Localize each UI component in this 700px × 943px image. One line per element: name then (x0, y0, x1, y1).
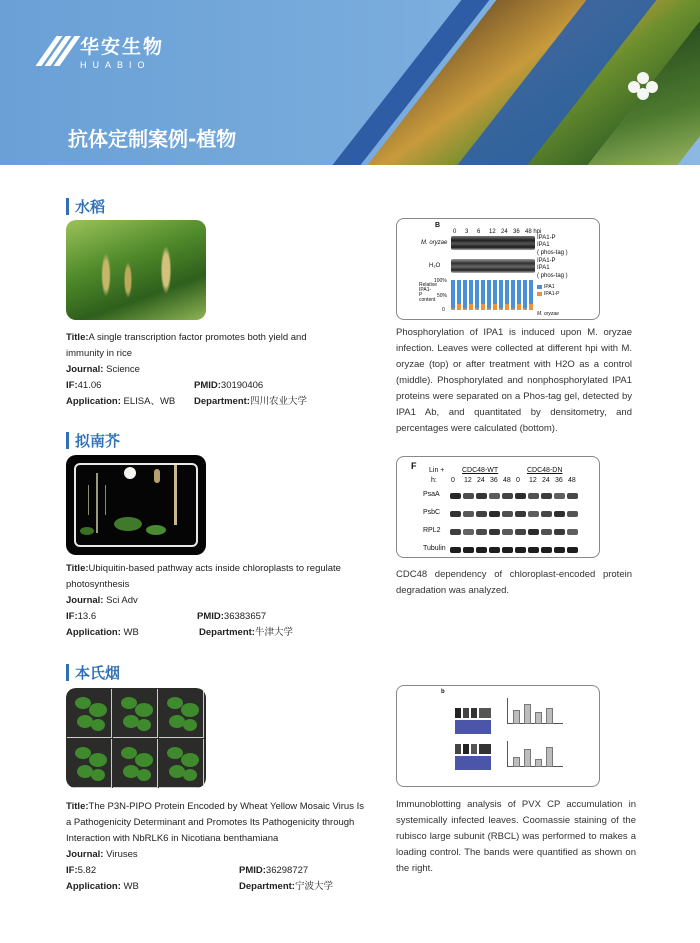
paper-info-tobacco (66, 799, 366, 895)
y-axis-label: Relative IPA1-P content (419, 282, 438, 303)
blot-band (567, 493, 578, 499)
application-value: WB (120, 627, 139, 638)
blot-band (489, 547, 500, 553)
time-label: 36 (555, 477, 563, 484)
band-label-phos-tag: ( phos-tag ) (537, 273, 568, 279)
section-accent-bar (66, 198, 69, 215)
y-tick-100: 100% (434, 278, 447, 284)
blot-band (502, 511, 513, 517)
pmid-value: 36383657 (223, 611, 267, 622)
logo-mark-icon (40, 36, 70, 66)
time-label: 12 (529, 477, 537, 484)
stacked-bar (523, 280, 527, 310)
time-label: 36 (513, 229, 520, 235)
blot-m-oryzae (451, 236, 535, 250)
time-label: 6 (477, 229, 481, 235)
coomassie-rbcl-2 (455, 756, 491, 770)
page-title: 抗体定制案例-植物 (68, 127, 237, 151)
blot-band (502, 547, 513, 553)
journal-value: Sci Adv (103, 595, 138, 606)
paper-title-line: Title:Ubiquitin-based pathway acts inside chloroplasts to regulate photosynthesis (66, 563, 341, 590)
huabio-logo[interactable] (40, 32, 164, 70)
row-label: RPL2 (423, 527, 441, 534)
plant-panel (159, 689, 204, 738)
figure-caption-tobacco: Immunoblotting analysis of PVX CP accumulation in systemically infected leaves. Coomassie staining of the rubisco large subunit (RBCL) was performed to makes a loading control. The bands were quantified as shown on the right. (396, 799, 636, 874)
group-label-dn: CDC48-DN (527, 467, 563, 474)
blot-band (489, 493, 500, 499)
plant-panel (113, 689, 158, 738)
blot-band (515, 511, 526, 517)
if-pmid-line: IF:41.06 PMID:30190406 (66, 380, 264, 391)
blot-band (450, 529, 461, 535)
department-value: 四川农业大学 (249, 396, 307, 407)
journal-value: Science (103, 364, 140, 375)
section-title: 本氏烟 (75, 664, 121, 682)
group-label-wt: CDC48-WT (462, 467, 499, 474)
row-label: PsbC (423, 509, 441, 516)
department-value: 宁波大学 (294, 881, 333, 892)
stacked-bar (511, 280, 515, 310)
blot-band (476, 547, 487, 553)
hour-label: h: (431, 477, 437, 484)
blot-band (554, 547, 565, 553)
bar (513, 710, 520, 724)
plant-panel (67, 739, 112, 788)
blot-band (502, 493, 513, 499)
stacked-bar (499, 280, 503, 310)
row-label-m-oryzae: M. oryzae (421, 240, 448, 246)
blot-band (489, 529, 500, 535)
pmid-value: 36298727 (265, 865, 309, 876)
figure-panel-label: F (411, 461, 417, 471)
time-label: 48 (568, 477, 576, 484)
blot-band (450, 493, 461, 499)
blot-band (463, 529, 474, 535)
blot-band (463, 511, 474, 517)
figure-panel-label: B (435, 222, 441, 229)
bar (535, 712, 542, 724)
stacked-bar (481, 280, 485, 310)
bar (513, 757, 520, 767)
row-label: PsaA (423, 491, 440, 498)
logo-brand-cn: 华安生物 (80, 36, 165, 58)
blot-band (567, 547, 578, 553)
time-label: 0 (516, 477, 520, 484)
stacked-bar (451, 280, 455, 310)
rice-photo (66, 220, 206, 320)
band-label-phos-tag: ( phos-tag ) (537, 250, 568, 256)
legend-ipa1: IPA1 (544, 284, 555, 290)
application-department-line: Application: WB Department:宁波大学 (66, 881, 333, 892)
if-pmid-line: IF:5.82 PMID:36298727 (66, 865, 309, 876)
stacked-bar (469, 280, 473, 310)
bar (535, 759, 542, 767)
legend-swatch-ipa1 (537, 285, 542, 289)
section-title: 拟南芥 (75, 432, 121, 450)
bar (524, 704, 531, 724)
blot-band (450, 547, 461, 553)
figure-panel-label: b (441, 689, 445, 695)
blot-band (541, 493, 552, 499)
blot-band (489, 511, 500, 517)
paper-title: Ubiquitin-based pathway acts inside chloroplasts to regulate photosynthesis (66, 563, 341, 590)
if-value: 41.06 (77, 380, 102, 391)
application-value: WB (120, 881, 139, 892)
blot-band (541, 511, 552, 517)
journal-line: Journal: Science (66, 364, 140, 375)
blot-band (528, 529, 539, 535)
paper-info-rice (66, 330, 336, 410)
blot-band (554, 493, 565, 499)
time-label: 24 (477, 477, 485, 484)
stacked-bar (517, 280, 521, 310)
header-banner (0, 0, 700, 165)
stacked-bar (505, 280, 509, 310)
blot-band (515, 493, 526, 499)
section-heading-tobacco (66, 662, 120, 683)
time-label: 12 (464, 477, 472, 484)
section-accent-bar (66, 664, 69, 681)
time-label: 36 (490, 477, 498, 484)
x-axis-label: M. oryzae (537, 311, 559, 317)
stacked-bar (487, 280, 491, 310)
figure-pvx-cp-blot (396, 685, 600, 787)
logo-brand-en: HUABIO (80, 60, 151, 70)
blot-band (463, 493, 474, 499)
stacked-bar (493, 280, 497, 310)
stacked-bar (529, 280, 533, 310)
application-department-line: Application: WB Department:牛津大学 (66, 627, 293, 638)
blot-band (528, 493, 539, 499)
y-tick-50: 50% (437, 293, 448, 299)
blot-band (554, 511, 565, 517)
plant-panel (67, 689, 112, 738)
blot-band (567, 511, 578, 517)
blot-band (450, 511, 461, 517)
paper-title: The P3N-PIPO Protein Encoded by Wheat Yellow Mosaic Virus Is a Pathogenicity Determinant and Promotes Its Pathogenicity through Interaction with NbRLK6 in Nicotiana benthamiana (66, 801, 364, 844)
time-label: 12 (489, 229, 496, 235)
bar (546, 708, 553, 724)
plant-panel (159, 739, 204, 788)
pmid-value: 30190406 (220, 380, 264, 391)
blot-band (567, 529, 578, 535)
tobacco-photo (66, 688, 206, 788)
band-label-ipa1: IPA1 (537, 265, 550, 271)
legend-swatch-ipa1-p (537, 292, 542, 296)
lin-label: Lin + (429, 467, 445, 474)
if-value: 5.82 (77, 865, 97, 876)
department-value: 牛津大学 (254, 627, 293, 638)
paper-title: A single transcription factor promotes both yield and immunity in rice (66, 332, 307, 359)
time-label: 0 (453, 229, 457, 235)
stacked-bar (457, 280, 461, 310)
application-value: ELISA、WB (120, 396, 176, 407)
journal-line: Journal: Viruses (66, 849, 138, 860)
figure-caption-rice: Phosphorylation of IPA1 is induced upon M. oryzae infection. Leaves were collected at different hpi with M. oryzae (top) or after treatment with H2O as a control (middle). Phosphorylated and nonphosphorylated IPA1 proteins were separated on a Phos-tag gel, detected by IPA1 Ab, and quantitated by densitometry, and percentages were calculated (bottom). (396, 327, 632, 434)
blot-band (541, 529, 552, 535)
row-label: Tubulin (423, 545, 446, 552)
coomassie-rbcl-1 (455, 720, 491, 734)
time-label: 48 hpi (525, 229, 542, 235)
if-value: 13.6 (77, 611, 97, 622)
band-label-ipa1-p: IPA1-P (537, 258, 556, 264)
journal-value: Viruses (103, 849, 138, 860)
flower-icon (628, 72, 658, 102)
journal-line: Journal: Sci Adv (66, 595, 138, 606)
time-label: 24 (501, 229, 508, 235)
if-pmid-line: IF:13.6 PMID:36383657 (66, 611, 267, 622)
band-label-ipa1-p: IPA1-P (537, 235, 556, 241)
paper-title-line: Title:A single transcription factor promotes both yield and immunity in rice (66, 332, 307, 359)
section-heading-arabidopsis (66, 430, 120, 451)
stacked-bar (475, 280, 479, 310)
time-label: 3 (465, 229, 469, 235)
application-department-line: Application: ELISA、WB Department:四川农业大学 (66, 396, 307, 407)
blot-band (515, 547, 526, 553)
time-label: 48 (503, 477, 511, 484)
blot-band (502, 529, 513, 535)
arabidopsis-photo (66, 455, 206, 555)
time-label: 0 (451, 477, 455, 484)
band-label-ipa1: IPA1 (537, 242, 550, 248)
blot-band (528, 511, 539, 517)
bar (524, 749, 531, 767)
figure-ipa1-blot (396, 218, 600, 320)
figure-caption-arabidopsis: CDC48 dependency of chloroplast-encoded protein degradation was analyzed. (396, 569, 632, 596)
section-accent-bar (66, 432, 69, 449)
plant-panel (113, 739, 158, 788)
blot-h2o (451, 259, 535, 273)
blot-band (515, 529, 526, 535)
bar (546, 747, 553, 767)
blot-band (554, 529, 565, 535)
stacked-bar (463, 280, 467, 310)
y-tick-0: 0 (442, 307, 445, 313)
paper-title-line: Title:The P3N-PIPO Protein Encoded by Wheat Yellow Mosaic Virus Is a Pathogenicity Determinant and Promotes Its Pathogenicity through Interaction with NbRLK6 in Nicotiana benthamiana (66, 801, 364, 844)
paper-info-arabidopsis (66, 561, 346, 641)
figure-cdc48-blot (396, 456, 600, 558)
blot-pvx-cp-2 (455, 744, 491, 754)
section-heading-rice (66, 196, 105, 217)
blot-band (476, 529, 487, 535)
time-label: 24 (542, 477, 550, 484)
blot-band (476, 493, 487, 499)
blot-band (476, 511, 487, 517)
row-label-h2o: H₂O (429, 263, 441, 269)
section-title: 水稻 (75, 198, 106, 216)
legend-ipa1-p: IPA1-P (544, 291, 560, 297)
blot-band (528, 547, 539, 553)
blot-pvx-cp-1 (455, 708, 491, 718)
blot-band (463, 547, 474, 553)
blot-band (541, 547, 552, 553)
